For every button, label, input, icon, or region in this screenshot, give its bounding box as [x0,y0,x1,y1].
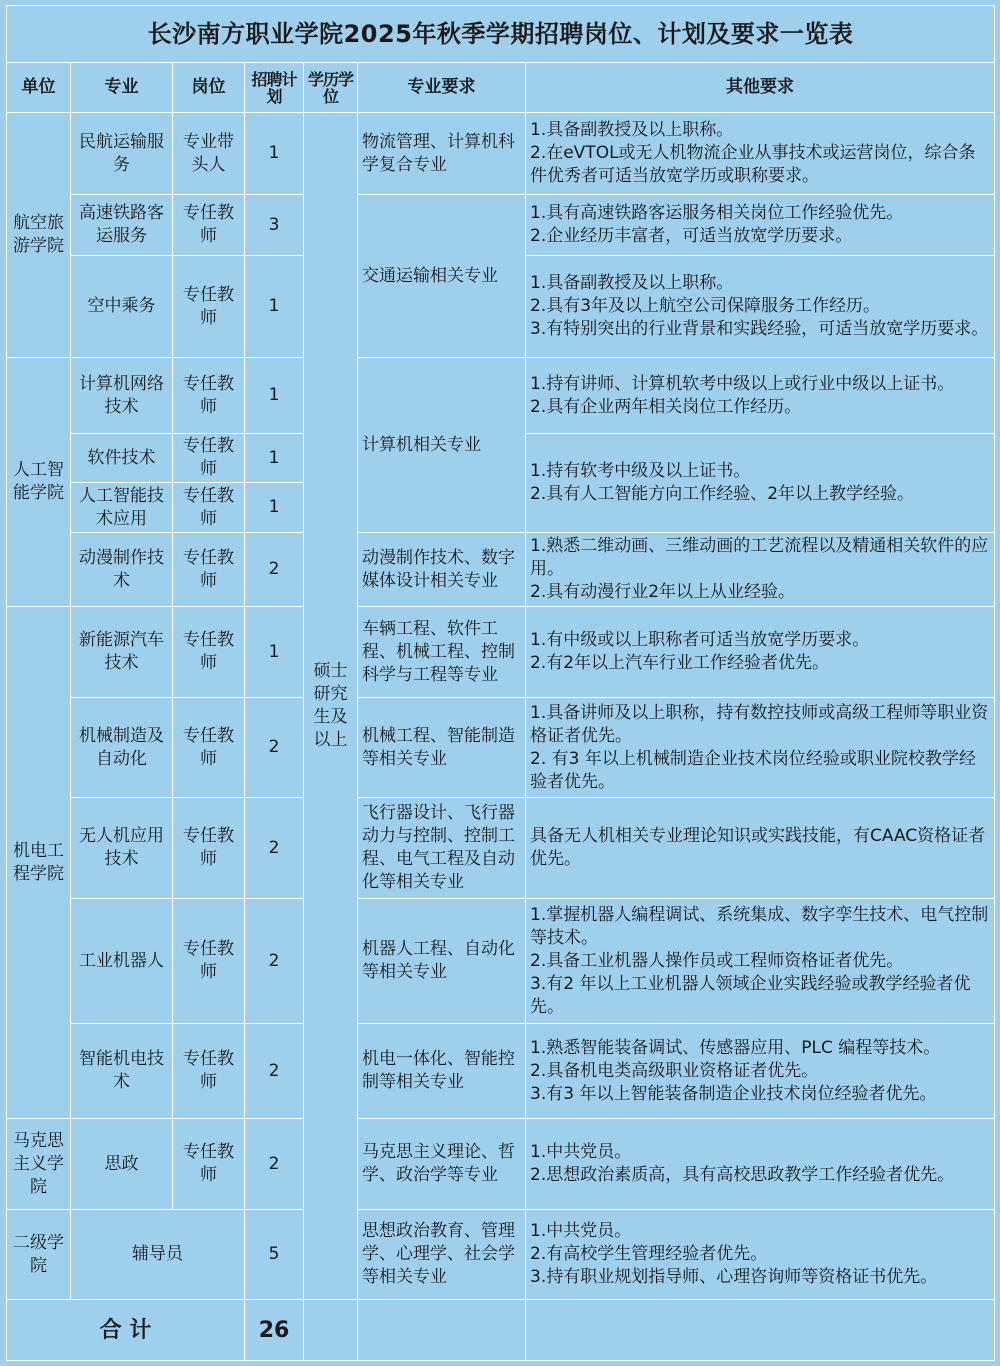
requirement-line: 2.企业经历丰富者，可适当放宽学历要求。 [530,226,853,246]
other-req-cell [526,698,995,798]
other-req-cell [526,1210,995,1300]
major-req-cell: 马克思主义理论、哲学、政治学等专业 [358,1119,526,1210]
requirement-line: 1.持有讲师、计算机软考中级以上或行业中级以上证书。 [530,373,955,394]
position-cell: 专任教师 [173,533,245,607]
major-req-cell: 动漫制作技术、数字媒体设计相关专业 [358,533,526,607]
quota-cell: 2 [245,1024,304,1119]
quota-cell: 1 [245,113,304,195]
requirement-line: 1.中共党员。 [530,1221,632,1241]
table-row [7,358,995,434]
unit-cell: 二级学院 [7,1210,71,1300]
requirement-line: 3.持有职业规划指导师、心理咨询师等资格证书优先。 [530,1267,938,1287]
requirement-line: 具备无人机相关专业理论知识或实践技能，有CAAC资格证者优先。 [530,826,986,869]
total-empty-cell [358,1300,526,1361]
major-req-cell: 思想政治教育、管理学、心理学、社会学等相关专业 [358,1210,526,1300]
quota-cell: 3 [245,195,304,256]
requirement-line: 1.具备副教授及以上职称。 [530,120,734,140]
table-row [7,1119,995,1210]
requirement-line: 2.具有3年及以上航空公司保障服务工作经历。 [530,296,881,316]
position-cell: 专任教师 [173,358,245,434]
major-cell: 无人机应用技术 [71,798,173,899]
major-cell: 人工智能技术应用 [71,483,173,533]
major-cell: 高速铁路客运服务 [71,195,173,256]
quota-cell: 2 [245,533,304,607]
position-cell: 专任教师 [173,195,245,256]
position-cell: 专任教师 [173,698,245,798]
unit-cell: 机电工程学院 [7,607,71,1119]
major-cell: 新能源汽车技术 [71,607,173,698]
quota-cell: 1 [245,607,304,698]
position-cell: 专任教师 [173,1024,245,1119]
major-cell: 辅导员 [71,1210,245,1300]
requirement-line: 1.持有软考中级及以上证书。 [530,461,751,481]
requirement-line: 2.具有企业两年相关岗位工作经历。 [530,396,802,417]
requirement-line: 2.具备工业机器人操作员或工程师资格证者优先。 [530,950,904,971]
requirement-line: 2.思想政治素质高，具有高校思政教学工作经验者优先。 [530,1165,955,1185]
requirement-line: 2.在eVTOL或无人机物流企业从事技术或运营岗位，综合条件优秀者可适当放宽学历或职称要求。 [530,143,976,186]
other-req-cell [526,533,995,607]
header-quota: 招聘计划 [245,63,304,113]
other-req-cell [526,798,995,899]
major-cell: 计算机网络技术 [71,358,173,434]
other-req-cell [526,195,995,256]
requirement-line: 2.具备机电类高级职业资格证者优先。 [530,1060,819,1081]
unit-cell: 马克思主义学院 [7,1119,71,1210]
other-req-cell [526,113,995,195]
major-cell: 空中乘务 [71,256,173,358]
requirement-line: 2.有高校学生管理经验者优先。 [530,1244,768,1264]
position-cell: 专业带头人 [173,113,245,195]
quota-cell: 1 [245,434,304,483]
recruitment-table [6,5,995,1361]
requirement-line: 2.有2年以上汽车行业工作经验者优先。 [530,653,830,673]
major-cell: 软件技术 [71,434,173,483]
major-cell: 机械制造及自动化 [71,698,173,798]
requirement-line: 2. 有3 年以上机械制造企业技术岗位经验或职业院校教学经验者优先。 [530,748,976,792]
table-row [7,533,995,607]
table-row [7,899,995,1024]
major-req-cell: 物流管理、计算机科学复合专业 [358,113,526,195]
header-other-req: 其他要求 [526,63,995,113]
quota-cell: 1 [245,358,304,434]
total-label: 合 计 [7,1300,245,1361]
quota-cell: 2 [245,1119,304,1210]
other-req-cell [526,434,995,533]
requirement-line: 1.具备讲师及以上职称，持有数控技师或高级工程师等职业资格证者优先。 [530,702,989,746]
requirement-line: 1.熟悉智能装备调试、传感器应用、PLC 编程等技术。 [530,1037,941,1058]
quota-cell: 2 [245,698,304,798]
unit-cell: 人工智能学院 [7,358,71,607]
header-degree: 学历学位 [304,63,358,113]
table-row [7,113,995,195]
requirement-line: 3.有特别突出的行业背景和实践经验，可适当放宽学历要求。 [530,319,989,339]
other-req-cell [526,256,995,358]
header-position: 岗位 [173,63,245,113]
requirement-line: 1.具有高速铁路客运服务相关岗位工作经验优先。 [530,203,904,223]
quota-cell: 1 [245,256,304,358]
position-cell: 专任教师 [173,798,245,899]
position-cell: 专任教师 [173,1119,245,1210]
requirement-line: 2.具有人工智能方向工作经验、2年以上教学经验。 [530,484,915,504]
position-cell: 专任教师 [173,256,245,358]
header-unit: 单位 [7,63,71,113]
major-cell: 智能机电技术 [71,1024,173,1119]
major-req-cell: 交通运输相关专业 [358,195,526,358]
table-row [7,798,995,899]
other-req-cell [526,1024,995,1119]
quota-cell: 1 [245,483,304,533]
major-req-cell: 机械工程、智能制造等相关专业 [358,698,526,798]
table-row [7,607,995,698]
major-cell: 动漫制作技术 [71,533,173,607]
requirement-line: 2.具有动漫行业2年以上从业经验。 [530,582,796,602]
major-req-cell: 机电一体化、智能控制等相关专业 [358,1024,526,1119]
header-major: 专业 [71,63,173,113]
major-req-cell: 飞行器设计、飞行器动力与控制、控制工程、电气工程及自动化等相关专业 [358,798,526,899]
quota-cell: 2 [245,798,304,899]
table-row [7,1210,995,1300]
position-cell: 专任教师 [173,434,245,483]
other-req-cell [526,1119,995,1210]
major-req-cell: 机器人工程、自动化等相关专业 [358,899,526,1024]
requirement-line: 1.具备副教授及以上职称。 [530,273,734,293]
major-req-cell: 车辆工程、软件工程、机械工程、控制科学与工程等专业 [358,607,526,698]
quota-cell: 2 [245,899,304,1024]
unit-cell: 航空旅游学院 [7,113,71,358]
major-cell: 思政 [71,1119,173,1210]
table-row [7,1024,995,1119]
table-row [7,698,995,798]
page-title: 长沙南方职业学院2025年秋季学期招聘岗位、计划及要求一览表 [7,6,995,63]
requirement-line: 1.熟悉二维动画、三维动画的工艺流程以及精通相关软件的应用。 [530,536,989,579]
table-row [7,195,995,256]
degree-cell: 硕士研究生及以上 [304,113,358,1300]
header-major-req: 专业要求 [358,63,526,113]
requirement-line: 1.有中级或以上职称者可适当放宽学历要求。 [530,630,870,650]
major-cell: 工业机器人 [71,899,173,1024]
total-row [7,1300,995,1361]
requirement-line: 3.有3 年以上智能装备制造企业技术岗位经验者优先。 [530,1083,937,1104]
major-req-cell: 计算机相关专业 [358,358,526,533]
total-empty-cell [304,1300,358,1361]
other-req-cell [526,899,995,1024]
other-req-cell [526,358,995,434]
requirement-line: 1.中共党员。 [530,1142,632,1162]
position-cell: 专任教师 [173,899,245,1024]
requirement-line: 1.掌握机器人编程调试、系统集成、数字孪生技术、电气控制等技术。 [530,904,989,948]
position-cell: 专任教师 [173,483,245,533]
total-value: 26 [245,1300,304,1361]
quota-cell: 5 [245,1210,304,1300]
position-cell: 专任教师 [173,607,245,698]
other-req-cell [526,607,995,698]
total-empty-cell [526,1300,995,1361]
major-cell: 民航运输服务 [71,113,173,195]
requirement-line: 3.有2 年以上工业机器人领域企业实践经验或教学经验者优先。 [530,973,971,1017]
